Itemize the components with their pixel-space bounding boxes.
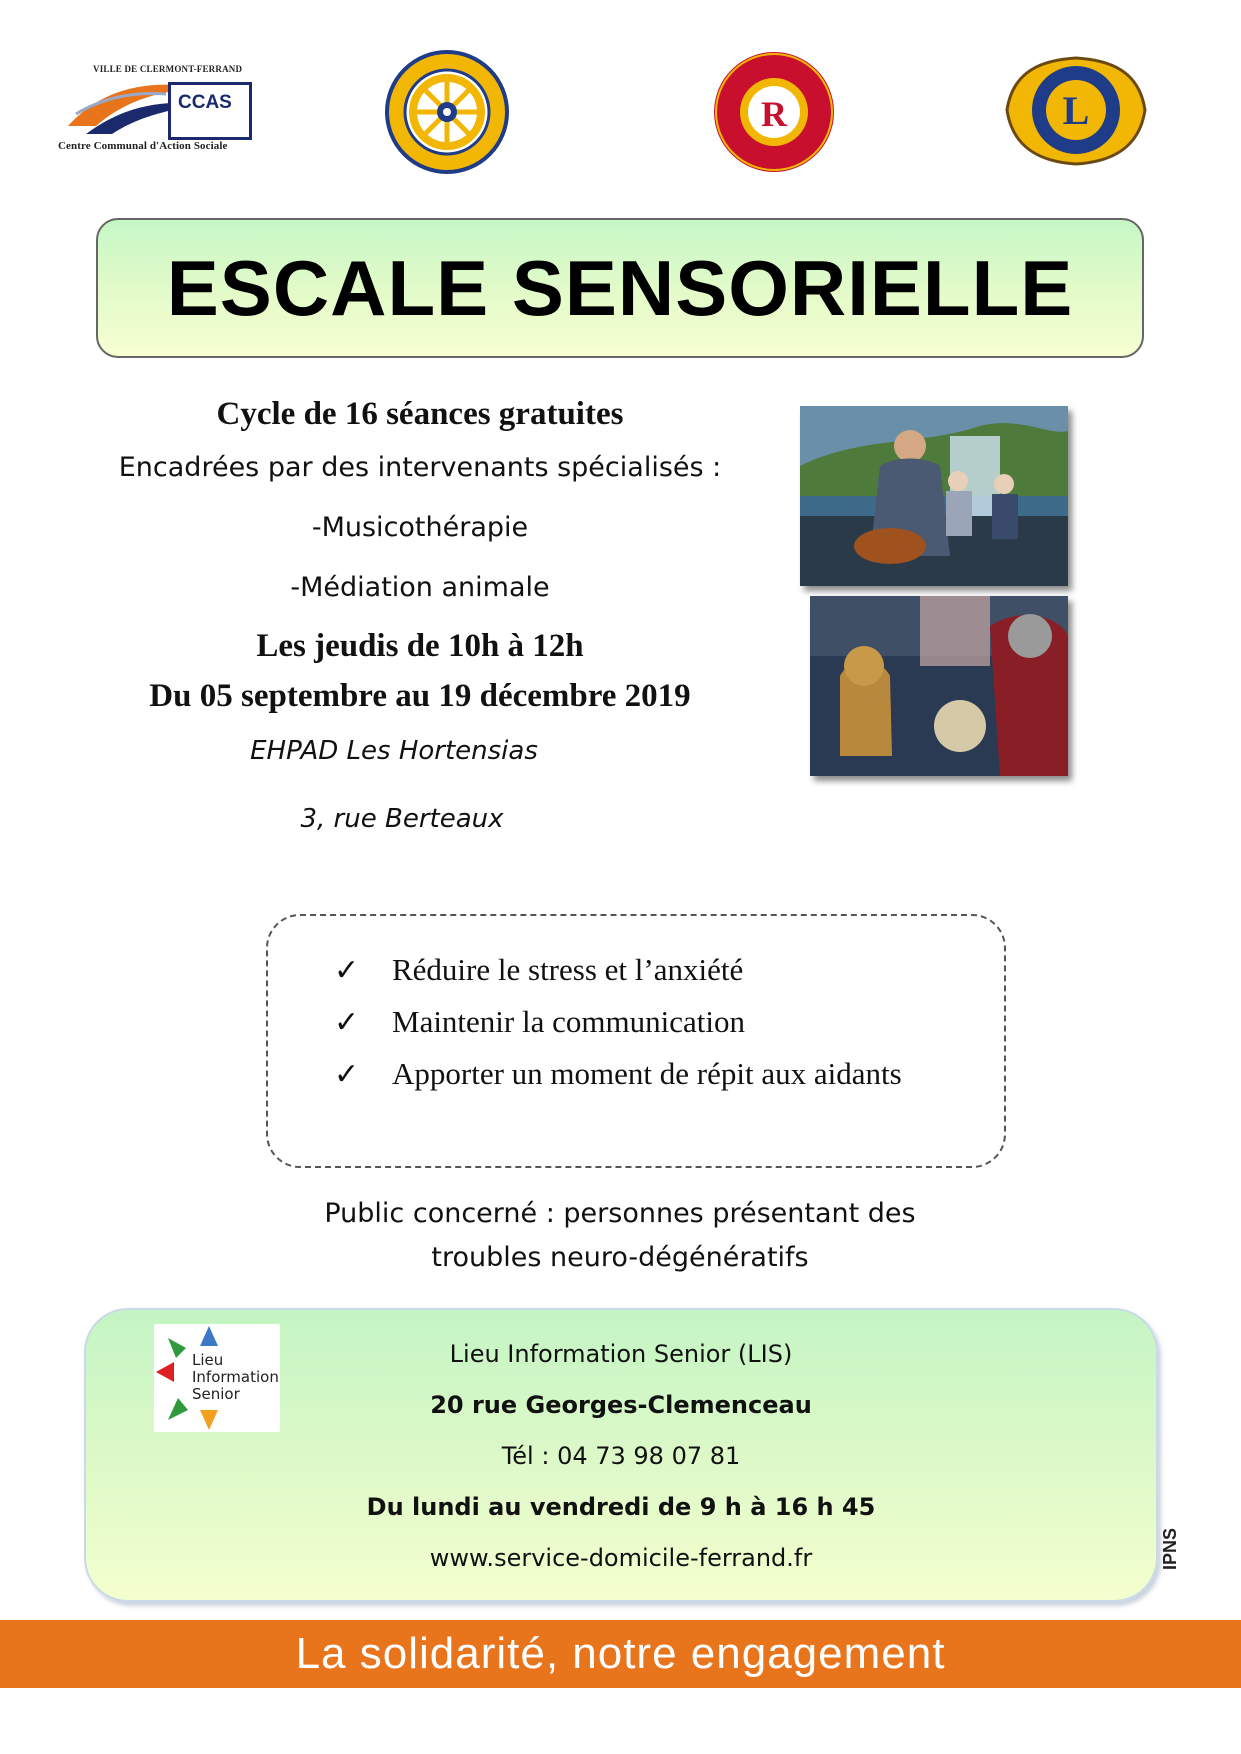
dates-text: Du 05 septembre au 19 décembre 2019: [149, 678, 691, 714]
rotaract-logo: [712, 50, 836, 174]
ccas-logo: [58, 60, 258, 160]
lis-website-link[interactable]: www.service-domicile-ferrand.fr: [429, 1544, 813, 1572]
address-text: 3, rue Berteaux: [300, 804, 504, 834]
activity-music: -Musicothérapie: [311, 512, 529, 543]
ccas-subtitle: Centre Communal d'Action Sociale: [58, 140, 228, 152]
checkmark-icon: ✓: [334, 1058, 360, 1091]
lions-logo: [1003, 50, 1149, 170]
rotaract-letter: R: [761, 94, 787, 134]
checkmark-icon: ✓: [334, 1006, 360, 1039]
ccas-top-text: VILLE DE CLERMONT-FERRAND: [93, 64, 243, 74]
benefit-text: Maintenir la communication: [392, 1004, 745, 1039]
title-banner: [96, 218, 1144, 358]
benefit-text: Réduire le stress et l’anxiété: [392, 952, 744, 987]
audience-line-2: troubles neuro-dégénératifs: [431, 1242, 809, 1273]
page-title: ESCALE SENSORIELLE: [166, 243, 1074, 332]
benefit-item: [334, 952, 743, 988]
benefit-text: Apporter un moment de répit aux aidants: [392, 1056, 902, 1091]
lis-name: Lieu Information Senior (LIS): [449, 1340, 793, 1368]
benefit-item: [334, 1056, 902, 1092]
footer-slogan: La solidarité, notre engagement: [295, 1629, 946, 1678]
supervised-text: Encadrées par des intervenants spécialisés :: [118, 452, 722, 483]
lis-logo-line: Information: [192, 1368, 279, 1386]
animal-mediation-photo: [810, 596, 1068, 776]
checkmark-icon: ✓: [334, 954, 360, 987]
cycle-heading: Cycle de 16 séances gratuites: [216, 396, 624, 432]
lis-contact-box: [84, 1308, 1158, 1602]
lis-address: 20 rue Georges-Clemenceau: [430, 1391, 812, 1419]
benefit-item: [334, 1004, 745, 1040]
lis-phone: Tél : 04 73 98 07 81: [501, 1442, 741, 1470]
benefits-box: [266, 914, 1006, 1168]
ipns-mark: IPNS: [1160, 1527, 1180, 1570]
activity-animal: -Médiation animale: [290, 572, 550, 603]
lions-letter: L: [1062, 88, 1090, 133]
rotary-logo: [383, 48, 511, 176]
venue-text: EHPAD Les Hortensias: [250, 736, 538, 766]
audience-line-1: Public concerné : personnes présentant des: [324, 1198, 916, 1229]
footer-banner: [0, 1620, 1241, 1688]
music-therapy-photo: [800, 406, 1068, 586]
lis-hours: Du lundi au vendredi de 9 h à 16 h 45: [366, 1493, 876, 1521]
schedule-text: Les jeudis de 10h à 12h: [256, 628, 584, 664]
lis-logo-line: Lieu: [192, 1351, 224, 1369]
ccas-name: CCAS: [178, 92, 232, 113]
lis-logo-line: Senior: [192, 1385, 240, 1403]
